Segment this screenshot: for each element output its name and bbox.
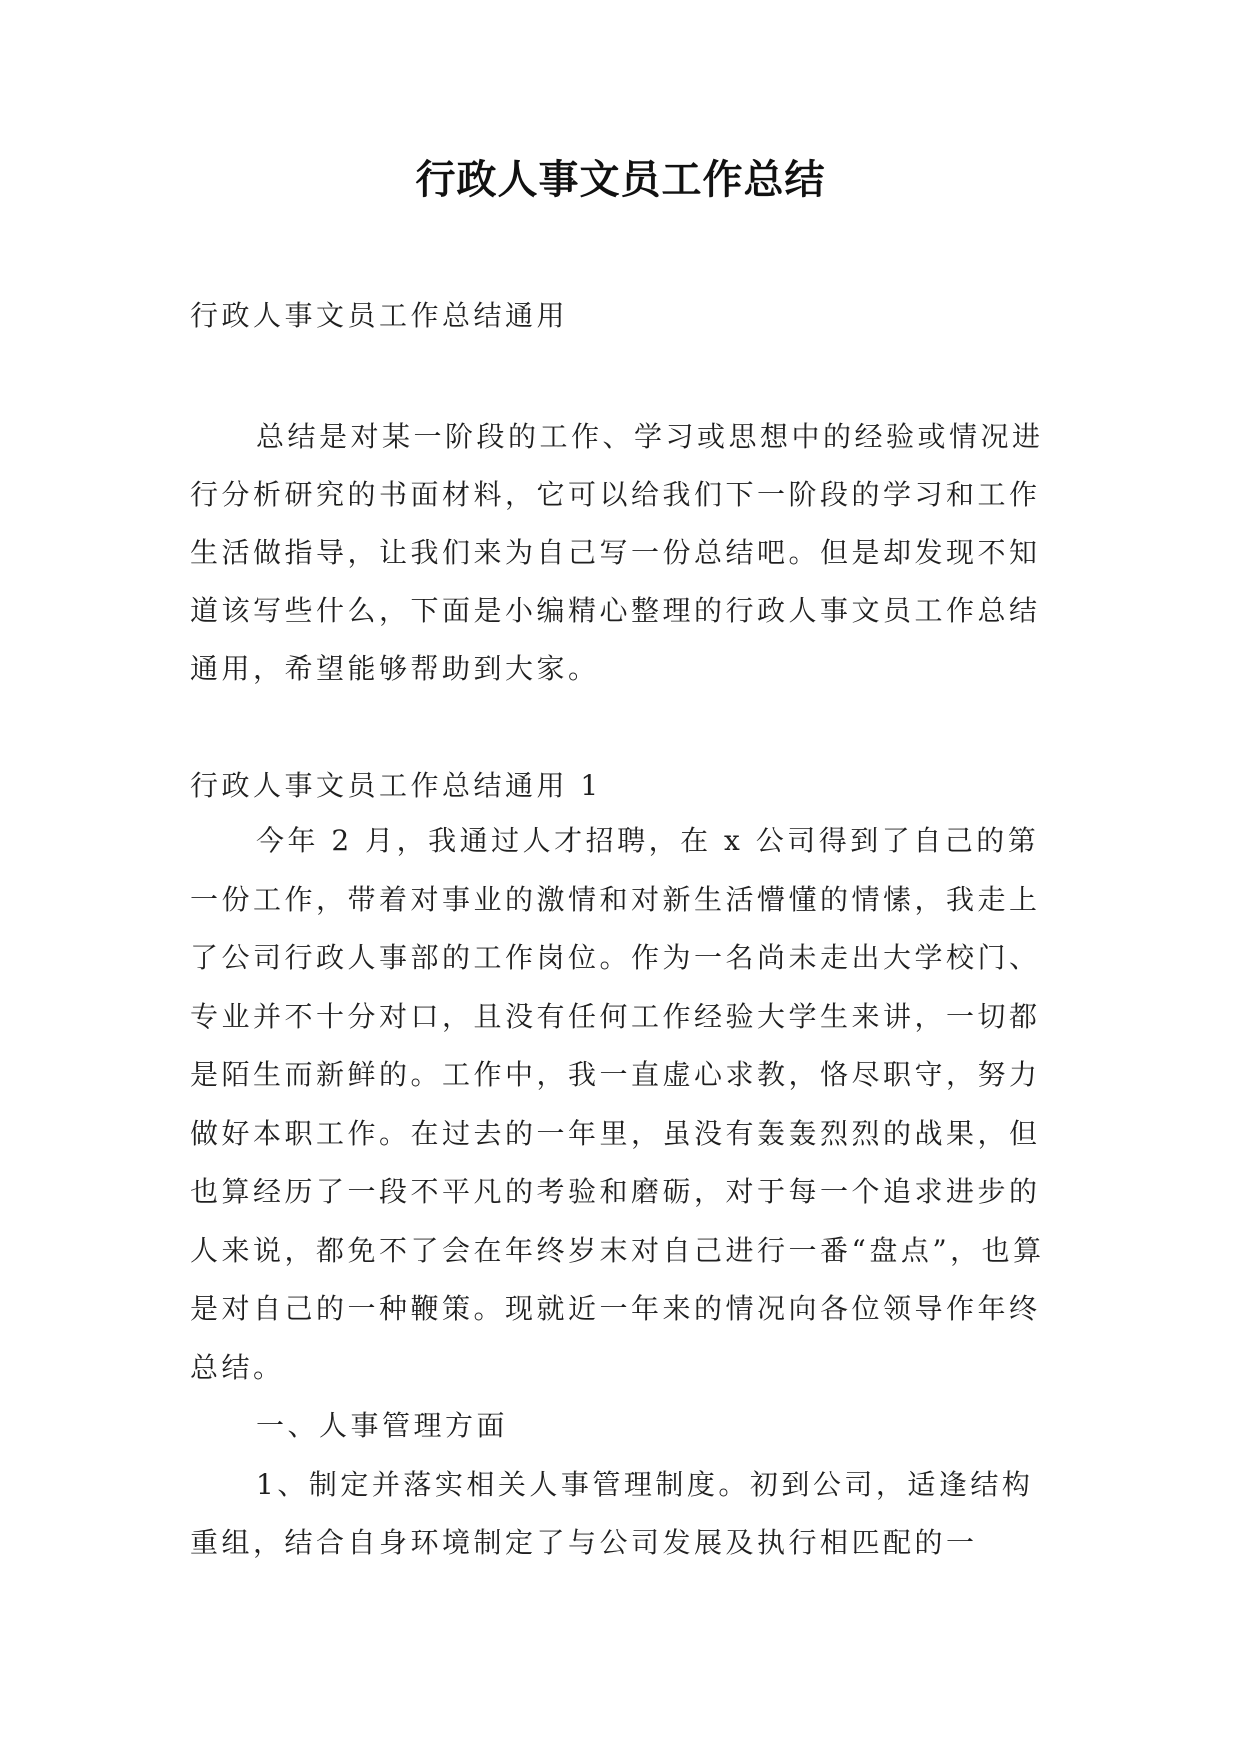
body-paragraph: 今年 2 月，我通过人才招聘，在 x 公司得到了自己的第一份工作，带着对事业的激情和对新生活懵懂的情愫，我走上了公司行政人事部的工作岗位。作为一名尚未走出大学校门、专业并不十分对口，且没有任何工作经验大学生来讲，一切都是陌生而新鲜的。工作中，我一直虚心求教，恪尽职守，努力做好本职工作。在过去的一年里，虽没有轰轰烈烈的战果，但也算经历了一段不平凡的考验和磨砺，对于每一个追求进步的人来说，都免不了会在年终岁末对自己进行一番“盘点”，也算是对自己的一种鞭策。现就近一年来的情况向各位领导作年终总结。 xyxy=(190,824,1045,1384)
body-paragraph: 1、制定并落实相关人事管理制度。初到公司，适逢结构重组，结合自身环境制定了与公司发展及执行相匹配的一 xyxy=(190,1467,1034,1559)
document-title: 行政人事文员工作总结 xyxy=(415,157,826,203)
subsection-heading: 一、人事管理方面 xyxy=(256,1409,509,1442)
document-subtitle: 行政人事文员工作总结通用 xyxy=(190,299,569,332)
intro-paragraph: 总结是对某一阶段的工作、学习或思想中的经验或情况进行分析研究的书面材料，它可以给我们下一阶段的学习和工作生活做指导，让我们来为自己写一份总结吧。但是却发现不知道该写些什么，下面是小编精心整理的行政人事文员工作总结通用，希望能够帮助到大家。 xyxy=(190,420,1044,685)
section-heading: 行政人事文员工作总结通用 1 xyxy=(190,769,602,802)
section-body xyxy=(190,812,1056,1573)
